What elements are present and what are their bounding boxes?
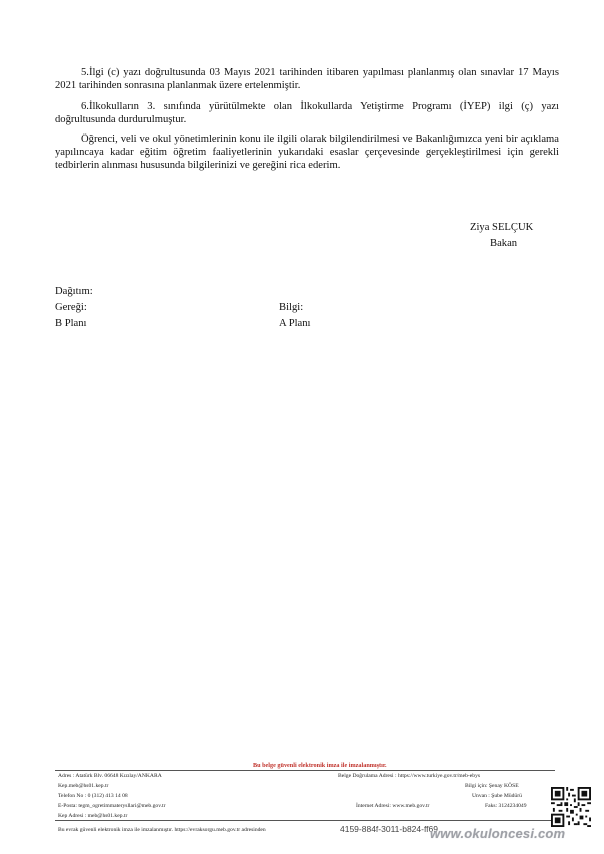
paragraph-7: Öğrenci, veli ve okul yönetimlerinin konu ile ilgili olarak bilgilendirilmesi ve Bakanlığımızca yeni bir açıklama yapılıncaya kadar eğitim öğretim faaliyetlerinin yukarıdaki esaslar çerçevesinde gerçekleştirilmesi için gerekli tedbirlerin alınması hususunda bilgilerinizi ve gereğini rica ederim.: [55, 134, 559, 171]
qr-code-icon: [551, 787, 591, 827]
footer-email: E-Posta: tegm_ogretimmaterysllari@meb.gov.tr: [58, 803, 166, 809]
footer-internet: İnternet Adresi: www.meb.gov.tr: [356, 803, 430, 809]
footer-address: Adres : Atatürk Blv. 06648 Kızılay/ANKARA: [58, 773, 162, 779]
footer-info: Bilgi için: Şenay KÖSE: [465, 783, 519, 789]
signature-title: Bakan: [490, 238, 518, 249]
paragraph-5: 5.İlgi (c) yazı doğrultusunda 03 Mayıs 2021 tarihinden itibaren yapılması planlanmış olan sınavlar 17 Mayıs 2021 tarihinden sonrasına planlanmak üzere ertelenmiştir.: [55, 67, 559, 91]
footer-kep: Kep.meb@hs01.kep.tr: [58, 783, 109, 789]
bilgi-label: Bilgi:: [279, 302, 304, 313]
document-ref-code: 4159-884f-3011-b824-ff69: [340, 824, 438, 834]
footer-phone: Telefon No : 0 (312) 413 14 08: [58, 793, 128, 799]
gereği-value: B Planı: [55, 318, 87, 329]
paragraph-6: 6.İlkokulların 3. sınıfında yürütülmekte olan İlkokullarda Yetiştirme Programı (İYEP) ilgi (ç) yazı doğrultusunda durdurulmuştur.: [55, 101, 559, 125]
site-watermark: www.okuloncesi.com: [430, 826, 566, 841]
distribution-heading: Dağıtım:: [55, 286, 93, 297]
footer-bottom-note: Bu evrak güvenli elektronik imza ile imzalanmıştır. https://evraksorgu.meb.gov.tr adresinden: [58, 827, 266, 833]
footer-divider: [55, 770, 555, 771]
gereği-label: Gereği:: [55, 302, 87, 313]
footer-divider-bottom: [55, 820, 555, 821]
footer-fax: Faks: 3124234049: [485, 803, 527, 809]
bilgi-value: A Planı: [279, 318, 311, 329]
footer-verify: Belge Doğrulama Adresi : https://www.turkiye.gov.tr/meb-ebys: [338, 773, 481, 779]
signature-name: Ziya SELÇUK: [470, 222, 534, 233]
e-signature-notice: Bu belge güvenli elektronik imza ile imzalanmıştır.: [253, 762, 387, 769]
footer-kep-address: Kep Adresi : meb@hs01.kep.tr: [58, 813, 128, 819]
footer-unvan: Unvan : Şube Müdürü: [472, 793, 522, 799]
